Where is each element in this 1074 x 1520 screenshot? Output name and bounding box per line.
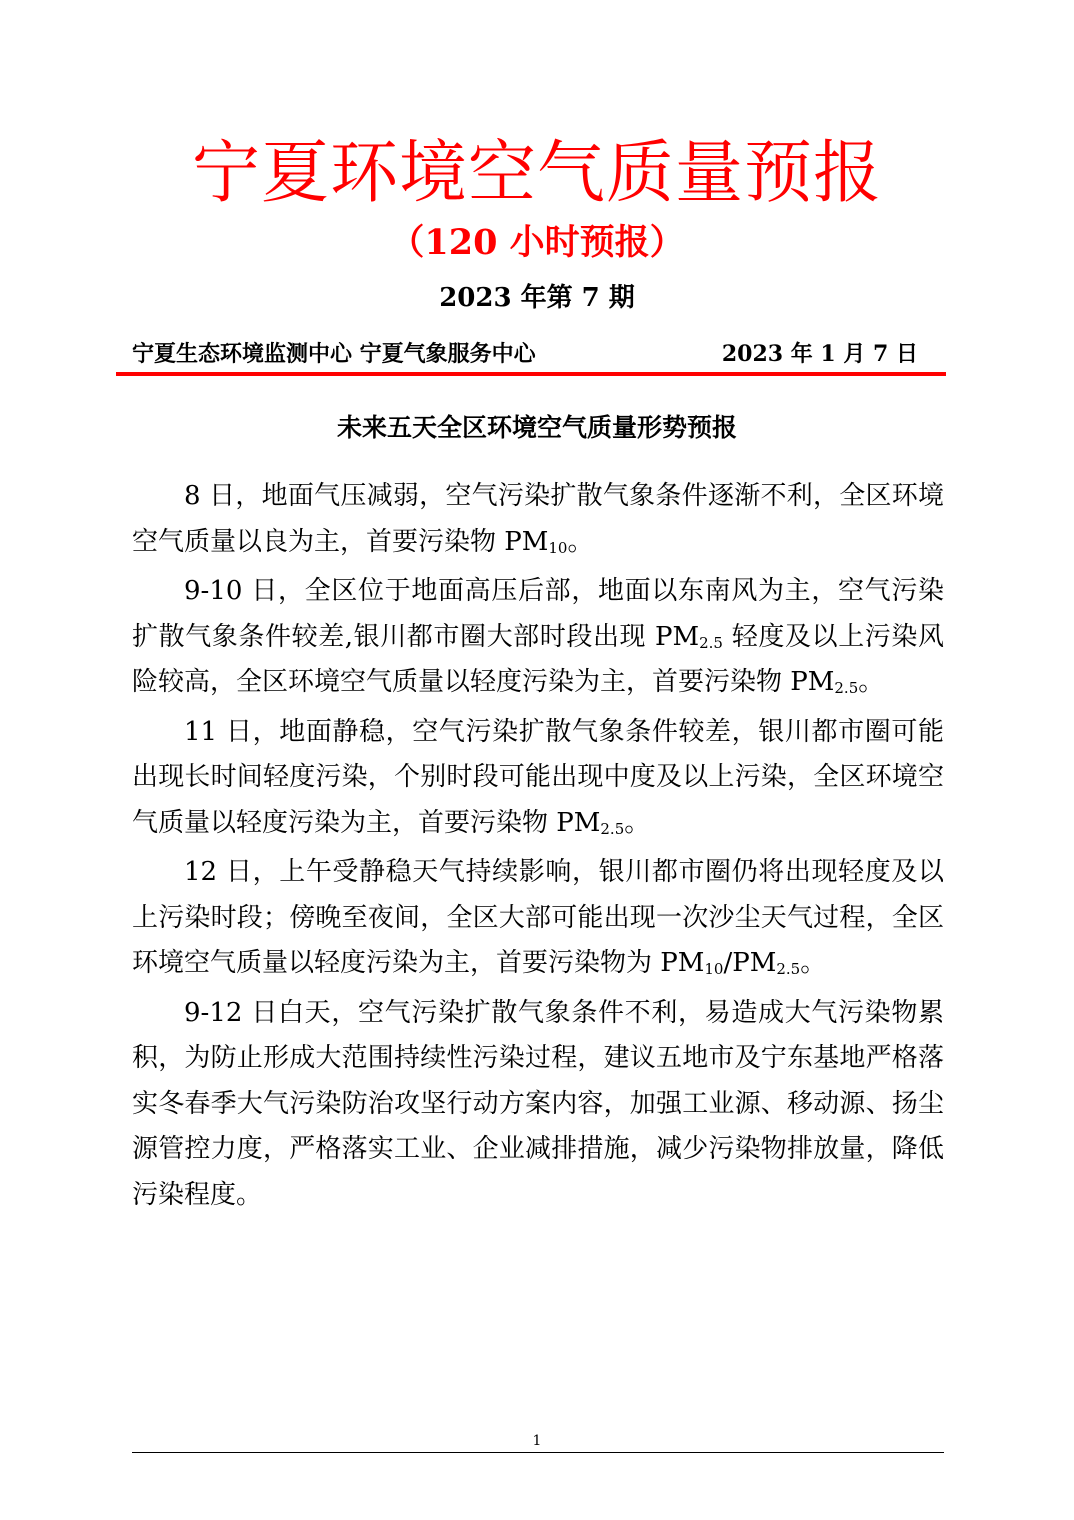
footer-rule xyxy=(132,1452,944,1453)
forecast-paragraph-day9-10: 9-10 日，全区位于地面高压后部，地面以东南风为主，空气污染扩散气象条件较差,银川都市圈大部时段出现 $PM_{2.5}$ 轻度及以上污染风险较高，全区环境空气质量以轻度污染为主，首要污染物 $PM_{2.5}$。 xyxy=(132,576,944,697)
report-title: 宁夏环境空气质量预报 xyxy=(191,134,882,213)
report-subtitle: （120 小时预报） xyxy=(389,222,685,263)
forecast-paragraph-day8: 8 日，地面气压减弱，空气污染扩散气象条件逐渐不利，全区环境空气质量以良为主，首要污染物 $PM_{10}$。 xyxy=(132,481,944,557)
issue-date: 2023 年 1 月 7 日 xyxy=(721,341,918,367)
section-heading: 未来五天全区环境空气质量形势预报 xyxy=(336,413,737,442)
forecast-paragraph-day11: 11 日，地面静稳，空气污染扩散气象条件较差，银川都市圈可能出现长时间轻度污染，个别时段可能出现中度及以上污染，全区环境空气质量以轻度污染为主，首要污染物 $PM_{2.5}$。 xyxy=(132,716,944,838)
issue-number: 2023 年第 7 期 xyxy=(439,283,635,313)
issuing-organizations: 宁夏生态环境监测中心 宁夏气象服务中心 xyxy=(132,341,536,367)
forecast-paragraph-day12: 12 日，上午受静稳天气持续影响，银川都市圈仍将出现轻度及以上污染时段；傍晚至夜间，全区大部可能出现一次沙尘天气过程，全区环境空气质量以轻度污染为主，首要污染物为 $PM_{10}/PM_{2.5}$。 xyxy=(132,857,944,978)
red-header-rule xyxy=(116,372,946,376)
forecast-body xyxy=(132,474,944,1222)
forecast-paragraph-recommendation: 9-12 日白天，空气污染扩散气象条件不利，易造成大气污染物累积，为防止形成大范围持续性污染过程，建议五地市及宁东基地严格落实冬春季大气污染防治攻坚行动方案内容，加强工业源、移动源、扬尘源管控力度，严格落实工业、企业减排措施，减少污染物排放量，降低污染程度。 xyxy=(132,997,944,1210)
page-number: 1 xyxy=(532,1433,542,1449)
